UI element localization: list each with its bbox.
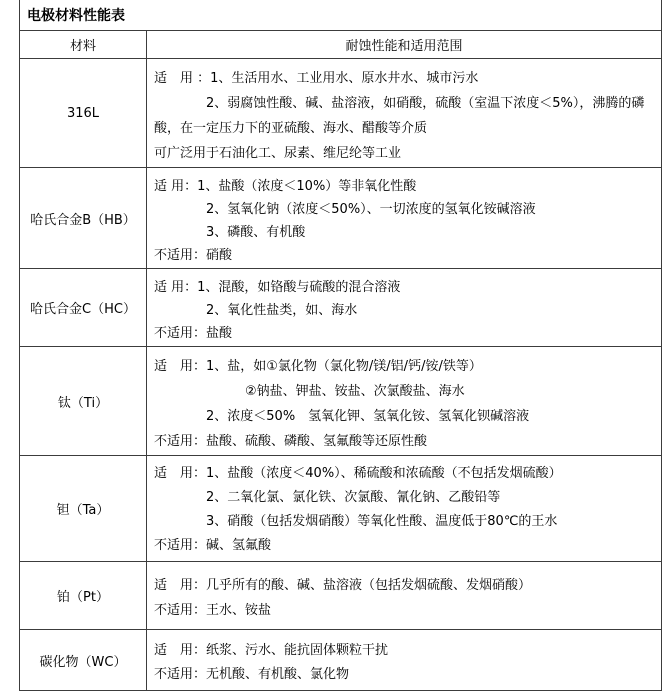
table-row-316l [20, 59, 662, 168]
performance-line: 适 用：1、盐酸（浓度＜10%）等非氧化性酸 [154, 179, 417, 194]
performance-line: 不适用：王水、铵盐 [154, 603, 272, 618]
performance-cell [147, 630, 662, 691]
performance-cell [147, 168, 662, 269]
performance-line: 2、弱腐蚀性酸、碱、盐溶液，如硝酸，硫酸（室温下浓度＜5%），沸腾的磷 [154, 96, 645, 111]
performance-line: 2、浓度＜50% 氢氧化钾、氢氧化铵、氢氧化钡碱溶液 [154, 409, 530, 424]
material-name: 316L [20, 59, 147, 168]
table-row-hastelloy-c [20, 269, 662, 347]
performance-cell [147, 562, 662, 630]
column-header-performance: 耐蚀性能和适用范围 [147, 31, 662, 59]
performance-line: 2、二氧化氯、氯化铁、次氯酸、氰化钠、乙酸铅等 [154, 490, 501, 505]
performance-line: 3、磷酸、有机酸 [154, 225, 306, 240]
material-name: 碳化物（WC） [20, 630, 147, 691]
table-title: 电极材料性能表 [20, 0, 662, 31]
table-row-platinum [20, 562, 662, 630]
material-name: 哈氏合金C（HC） [20, 269, 147, 347]
table-row-tungsten-carbide [20, 630, 662, 691]
table-header-row [20, 31, 662, 59]
material-name: 哈氏合金B（HB） [20, 168, 147, 269]
performance-line: 2、氧化性盐类，如、海水 [154, 303, 358, 318]
performance-line: ②钠盐、钾盐、铵盐、次氯酸盐、海水 [154, 384, 465, 399]
performance-line: 不适用：硝酸 [154, 248, 233, 263]
table-title-row [20, 0, 662, 31]
performance-line: 不适用：盐酸、硫酸、磷酸、氢氟酸等还原性酸 [154, 434, 428, 449]
performance-line: 可广泛用于石油化工、尿素、维尼纶等工业 [154, 146, 402, 161]
performance-line: 适 用：几乎所有的酸、碱、盐溶液（包括发烟硫酸、发烟硝酸） [154, 578, 532, 593]
performance-line: 不适用：碱、氢氟酸 [154, 538, 272, 553]
performance-cell [147, 269, 662, 347]
performance-line: 适 用：1、盐酸（浓度＜40%）、稀硫酸和浓硫酸（不包括发烟硫酸） [154, 466, 562, 481]
table-row-tantalum [20, 456, 662, 562]
electrode-material-spec-table [19, 0, 662, 691]
performance-line: 酸，在一定压力下的亚硫酸、海水、醋酸等介质 [154, 121, 428, 136]
material-name: 钛（Ti） [20, 347, 147, 456]
performance-line: 适 用：1、盐，如①氯化物（氯化物/镁/铝/钙/铵/铁等） [154, 359, 482, 374]
performance-cell [147, 59, 662, 168]
performance-line: 适 用 ：1、生活用水、工业用水、原水井水、城市污水 [154, 71, 479, 86]
material-name: 铂（Pt） [20, 562, 147, 630]
table-row-hastelloy-b [20, 168, 662, 269]
performance-cell [147, 456, 662, 562]
performance-line: 适 用：纸浆、污水、能抗固体颗粒干扰 [154, 643, 389, 658]
performance-line: 2、氢氧化钠（浓度＜50%）、一切浓度的氢氧化铵碱溶液 [154, 202, 536, 217]
performance-line: 适 用：1、混酸，如铬酸与硫酸的混合溶液 [154, 280, 401, 295]
performance-line: 不适用：盐酸 [154, 326, 233, 341]
performance-line: 不适用：无机酸、有机酸、氯化物 [154, 667, 350, 682]
performance-line: 3、硝酸（包括发烟硝酸）等氧化性酸、温度低于80℃的王水 [154, 514, 558, 529]
material-name: 钽（Ta） [20, 456, 147, 562]
column-header-material: 材料 [20, 31, 147, 59]
performance-cell [147, 347, 662, 456]
table-row-titanium [20, 347, 662, 456]
